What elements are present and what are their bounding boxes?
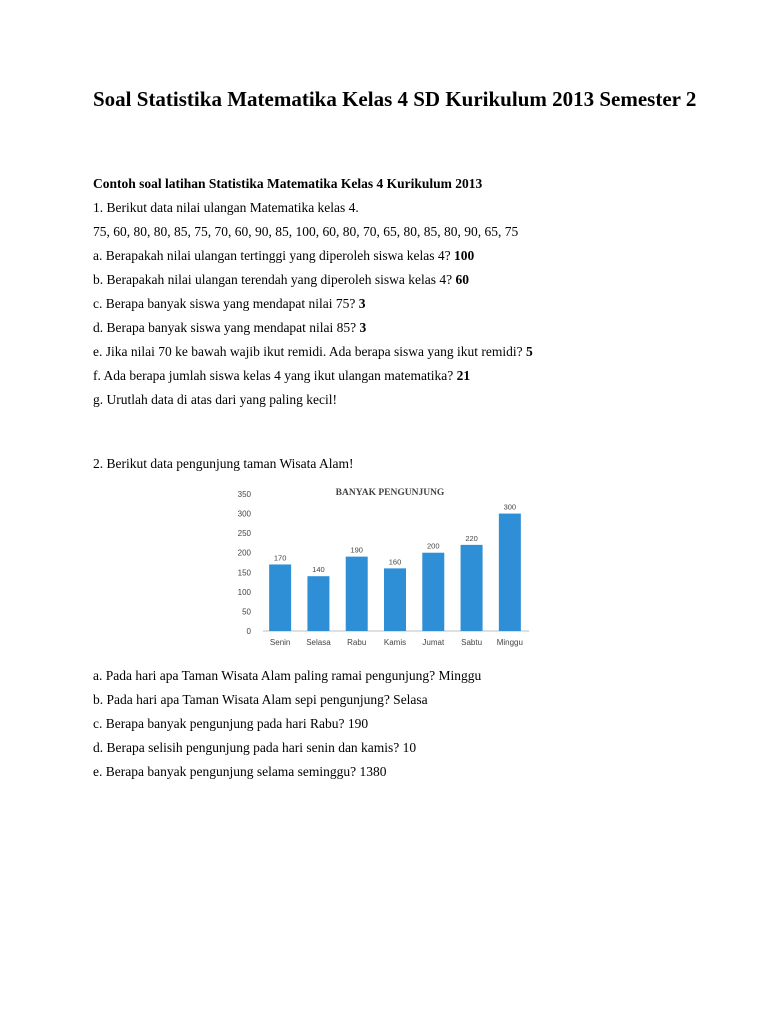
q1-item-g bbox=[93, 391, 337, 409]
page-title: Soal Statistika Matematika Kelas 4 SD Kurikulum 2013 Semester 2 bbox=[93, 87, 697, 111]
x-tick-label: Jumat bbox=[422, 638, 445, 647]
q2-intro: 2. Berikut data pengunjung taman Wisata Alam! bbox=[93, 456, 354, 471]
x-tick-label: Kamis bbox=[383, 638, 407, 647]
data-label: 160 bbox=[388, 557, 402, 567]
chart-title: BANYAK PENGUNJUNG bbox=[335, 488, 445, 498]
bar-chart-svg bbox=[229, 484, 535, 654]
x-tick-label: Sabtu bbox=[461, 638, 483, 647]
q1-item-a bbox=[93, 247, 474, 265]
x-tick-label: Minggu bbox=[496, 638, 523, 647]
q2-item-e: e. Berapa banyak pengunjung selama seminggu? 1380 bbox=[93, 764, 387, 779]
y-tick-label: 250 bbox=[237, 529, 251, 539]
answer-text: 3 bbox=[359, 320, 367, 335]
question-text: f. Ada berapa jumlah siswa kelas 4 yang ikut ulangan matematika? bbox=[93, 368, 457, 383]
y-tick-label: 100 bbox=[237, 587, 251, 597]
question-text: g. Urutlah data di atas dari yang paling kecil! bbox=[93, 392, 338, 407]
data-label: 170 bbox=[273, 553, 287, 563]
data-label: 220 bbox=[465, 533, 478, 543]
data-label: 140 bbox=[312, 565, 325, 575]
subheading: Contoh soal latihan Statistika Matematika Kelas 4 Kurikulum 2013 bbox=[93, 176, 483, 191]
y-tick-label: 350 bbox=[237, 490, 251, 499]
q2-item-d: d. Berapa selisih pengunjung pada hari senin dan kamis? 10 bbox=[93, 740, 417, 755]
y-tick-label: 300 bbox=[237, 509, 251, 519]
bar bbox=[422, 553, 444, 631]
bar bbox=[499, 514, 521, 631]
data-label: 200 bbox=[427, 541, 440, 551]
bar bbox=[384, 568, 406, 631]
q1-data: 75, 60, 80, 80, 85, 75, 70, 60, 90, 85, 100, 60, 80, 70, 65, 80, 85, 80, 90, 65, 75 bbox=[93, 224, 519, 239]
question-text: b. Berapakah nilai ulangan terendah yang diperoleh siswa kelas 4? bbox=[93, 272, 456, 287]
data-label: 300 bbox=[503, 502, 517, 512]
x-tick-label: Rabu bbox=[347, 638, 367, 647]
y-tick-label: 150 bbox=[237, 568, 251, 578]
question-text: e. Jika nilai 70 ke bawah wajib ikut remidi. Ada berapa siswa yang ikut remidi? bbox=[93, 344, 527, 359]
x-tick-label: Senin bbox=[269, 638, 291, 647]
q1-item-c bbox=[93, 295, 366, 313]
answer-text: 60 bbox=[455, 272, 469, 287]
data-label: 190 bbox=[350, 545, 363, 555]
answer-text: 21 bbox=[456, 368, 471, 383]
bar bbox=[269, 564, 291, 631]
q2-item-b: b. Pada hari apa Taman Wisata Alam sepi pengunjung? Selasa bbox=[93, 692, 428, 707]
bar bbox=[461, 545, 483, 631]
q1-item-e bbox=[93, 343, 533, 361]
x-tick-label: Selasa bbox=[306, 638, 331, 647]
q1-intro: 1. Berikut data nilai ulangan Matematika kelas 4. bbox=[93, 200, 359, 215]
bar bbox=[346, 557, 368, 631]
q1-item-f bbox=[93, 367, 470, 385]
question-text: c. Berapa banyak siswa yang mendapat nilai 75? bbox=[93, 296, 359, 311]
answer-text: 5 bbox=[526, 344, 533, 359]
question-text: a. Berapakah nilai ulangan tertinggi yang diperoleh siswa kelas 4? bbox=[93, 248, 455, 263]
y-tick-label: 200 bbox=[237, 548, 251, 558]
bar-chart bbox=[229, 484, 535, 654]
q1-item-d bbox=[93, 319, 366, 337]
bar bbox=[307, 576, 329, 631]
question-text: d. Berapa banyak siswa yang mendapat nilai 85? bbox=[93, 320, 360, 335]
q1-item-b bbox=[93, 271, 469, 289]
q2-item-a: a. Pada hari apa Taman Wisata Alam paling ramai pengunjung? Minggu bbox=[93, 668, 482, 683]
answer-text: 3 bbox=[358, 296, 366, 311]
q2-item-c: c. Berapa banyak pengunjung pada hari Rabu? 190 bbox=[93, 716, 369, 731]
answer-text: 100 bbox=[454, 248, 475, 263]
y-tick-label: 0 bbox=[246, 627, 251, 636]
y-tick-label: 50 bbox=[242, 607, 251, 617]
